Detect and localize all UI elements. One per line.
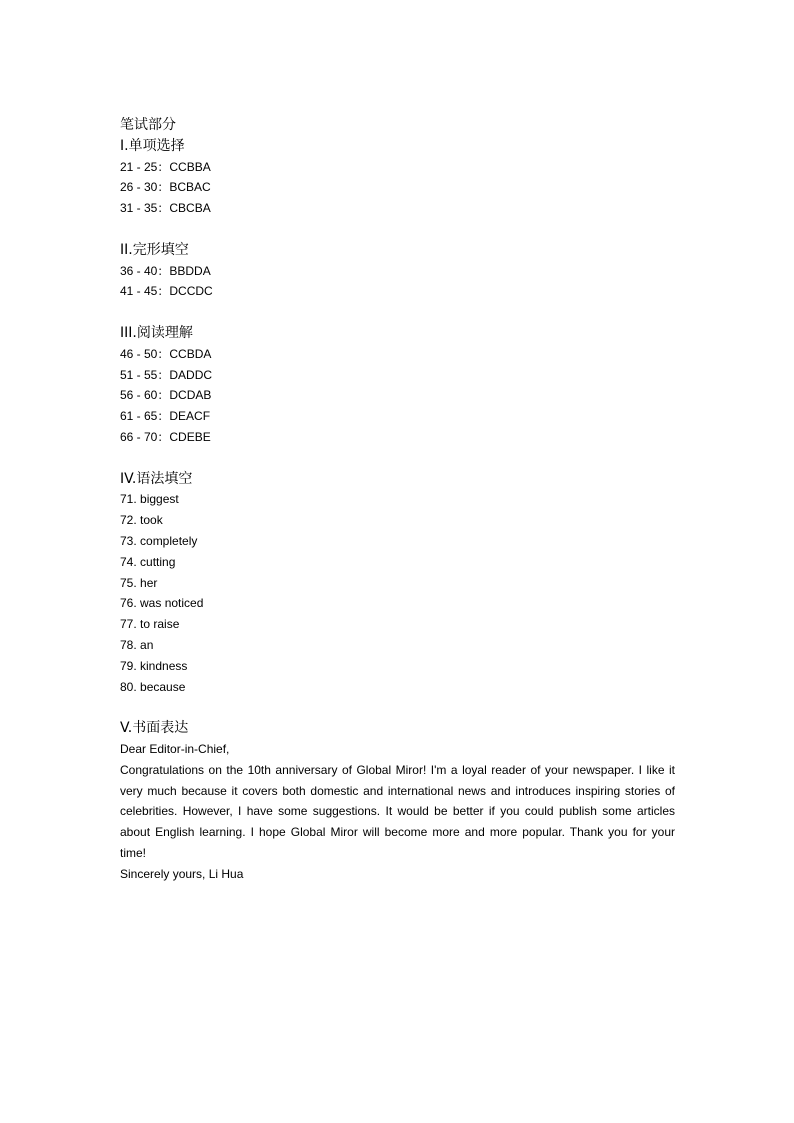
answer-line: 71. biggest <box>120 492 179 507</box>
answer-line: 21 - 25：CCBBA <box>120 159 211 174</box>
spacer <box>120 448 675 469</box>
answer-line: 78. an <box>120 637 154 652</box>
answer-line: 72. took <box>120 513 163 528</box>
section-single-choice <box>120 136 675 219</box>
answer-line: 77. to raise <box>120 617 180 632</box>
section-heading: II.完形填空 <box>120 241 189 258</box>
page-title: 笔试部分 <box>120 117 176 133</box>
section-reading <box>120 323 675 448</box>
answer-key-page <box>120 115 675 884</box>
section-heading: IV.语法填空 <box>120 470 193 487</box>
spacer <box>120 697 675 718</box>
letter-salutation: Dear Editor-in-Chief, <box>120 741 230 756</box>
section-heading: V.书面表达 <box>120 720 189 737</box>
answer-line: 66 - 70：CDEBE <box>120 429 211 444</box>
answer-line: 36 - 40：BBDDA <box>120 263 211 278</box>
letter-closing: Sincerely yours, Li Hua <box>120 866 244 881</box>
answer-line: 31 - 35：CBCBA <box>120 201 211 216</box>
spacer <box>120 219 675 240</box>
answer-line: 74. cutting <box>120 554 176 569</box>
answer-line: 80. because <box>120 679 186 694</box>
answer-line: 56 - 60：DCDAB <box>120 388 212 403</box>
answer-line: 75. her <box>120 575 158 590</box>
section-heading: I.单项选择 <box>120 137 185 154</box>
answer-line: 76. was noticed <box>120 596 204 611</box>
answer-line: 51 - 55：DADDC <box>120 367 213 382</box>
letter-body: Congratulations on the 10th anniversary of Global Miror! I'm a loyal reader of your newspaper. I like it very much because it covers both domestic and international news and introduces inspiring stories of celebrities. However, I have some suggestions. It would be better if you could publish some articles about English learning. I hope Global Miror will become more and more popular. Thank you for your time! <box>120 762 675 860</box>
answer-line: 26 - 30：BCBAC <box>120 180 211 195</box>
answer-line: 41 - 45：DCCDC <box>120 284 213 299</box>
spacer <box>120 302 675 323</box>
section-cloze <box>120 240 675 302</box>
answer-line: 79. kindness <box>120 658 188 673</box>
section-writing <box>120 718 675 884</box>
answer-line: 61 - 65：DEACF <box>120 409 211 424</box>
section-grammar-fill <box>120 469 675 698</box>
answer-line: 46 - 50：CCBDA <box>120 346 212 361</box>
section-heading: III.阅读理解 <box>120 324 193 341</box>
answer-line: 73. completely <box>120 533 198 548</box>
